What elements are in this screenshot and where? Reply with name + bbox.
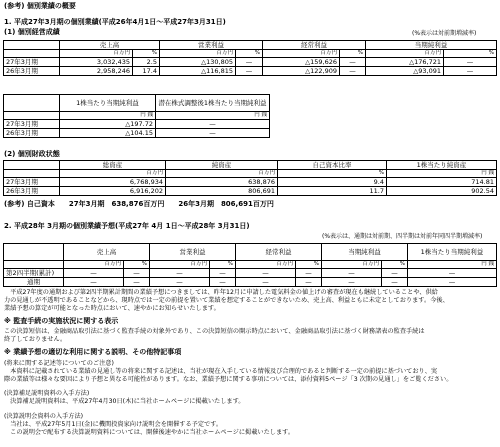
forecast-pct-note: (%表示は、通期は対前期、四半期は対前年同四半期増減率) [322,233,483,240]
financial-position-table [3,160,497,196]
table-row [4,129,270,138]
table-row [4,58,497,67]
unit-label: % [444,50,497,58]
briefing-title: (決算説明会資料の入手方法) [4,413,84,420]
unit-label: % [210,261,236,269]
unit-label: 百万円 [322,261,382,269]
row-label: 27年3月期 [4,120,60,129]
cell-value: — [296,269,322,278]
forecast-usage-text [4,360,452,385]
cell-value: 2.5 [133,58,160,67]
text-line: 力の見通しが不透明であることなどから、現時点では一定の前提を置いて業績を想定することができないため、売上高、利益ともに未定としております。今後、 [4,297,449,305]
row-label: 26年3月期 [4,129,60,138]
text-line: 業績予想の算定が可能となった時点において、速やかにお知らせいたします。 [4,305,220,313]
supplement-title: (決算補足説明資料の入手方法) [4,390,90,397]
cell-value: — [124,278,150,287]
cell-value: — [340,67,366,76]
unit-label: 円 銭 [60,112,156,120]
cell-value: 714.81 [387,178,497,187]
cell-value: 17.4 [133,67,160,76]
forecast-explanation [4,289,449,314]
col-header: 1株当たり当期純利益 [60,95,156,112]
col-header: 営業利益 [150,244,236,261]
text-line: (将来に関する記述等についてのご注意) [4,360,114,367]
text-line: 本資料に記載されている業績の見通し等の将来に関する記述は、当社が現在入手している情報及び合理的であると判断する一定の前提に基づいており、実 [4,368,438,376]
forecast-table [3,243,497,287]
text-line: この決算短信は、金融商品取引法に基づく監査手続の対象外であり、この決算短信の開示時点において、金融商品取引法に基づく財務諸表の監査手続は [4,328,425,335]
text-line: 当社は、平成27年5月1日(金)に機関投資家向け説明会を開催する予定です。 [4,421,223,429]
unit-label: % [296,261,322,269]
cell-value: △176,721 [366,58,444,67]
cell-value: 3,032,435 [60,58,133,67]
row-label: 27年3月期 [4,178,60,187]
cell-value: 806,691 [166,187,278,196]
subsection1-title: (1) 個別経営成績 [4,28,60,36]
cell-value: — [444,67,497,76]
table-row [4,187,497,196]
unit-label: % [124,261,150,269]
cell-value: — [150,278,210,287]
text-line: 際の業績等は様々な要因により予想と異なる可能性があります。なお、業績予想に関する事項については、添付資料5ページ「3 次期の見通し」をご覧ください。 [4,376,453,384]
unit-label: % [278,170,387,178]
cell-value: — [210,269,236,278]
cell-value: — [156,129,270,138]
table-row [4,178,497,187]
unit-label: % [340,50,366,58]
eps-table [3,94,270,138]
cell-value: △159,626 [263,58,340,67]
cell-value: — [408,269,497,278]
cell-value: — [382,269,408,278]
results-table [3,40,497,76]
cell-value: 11.7 [278,187,387,196]
unit-label: 百万円 [150,261,210,269]
cell-value: 9.4 [278,178,387,187]
col-header: 1株当たり純資産 [387,161,497,170]
cell-value: — [64,278,124,287]
cell-value: △104.15 [60,129,156,138]
unit-label: 百万円 [366,50,444,58]
section2-title: 2. 平成28年 3月期の個別業績予想(平成27年 4月 1日～平成28年 3月31日) [4,222,250,230]
briefing-section [4,413,294,438]
cell-value: △116,815 [160,67,236,76]
text-line: 平成27年度の通期および第2四半期累計期間の業績予想につきましては、昨年12月に申請した電気料金の値上げの審査が現在も継続していることや、供給 [4,289,438,296]
table-row [4,278,497,287]
subsection2-title: (2) 個別財政状態 [4,150,60,158]
col-header: 1株当たり当期純利益 [408,244,497,261]
cell-value: — [156,120,270,129]
cell-value: — [64,269,124,278]
unit-label: 円 銭 [408,261,497,269]
supplement-section [4,390,244,406]
cell-value: — [408,278,497,287]
col-header: 売上高 [60,41,160,50]
cell-value: △197.72 [60,120,156,129]
col-header: 売上高 [64,244,150,261]
cell-value: — [322,269,382,278]
unit-label: % [382,261,408,269]
cell-value: 902.54 [387,187,497,196]
unit-label: 円 銭 [156,112,270,120]
col-header: 自己資本比率 [278,161,387,170]
unit-label: % [236,50,263,58]
row-label: 通期 [4,278,64,287]
cell-value: — [236,58,263,67]
table-row [4,67,497,76]
cell-value: — [236,67,263,76]
col-header: 当期純利益 [366,41,497,50]
pct-note: (%表示は対前期増減率) [412,30,477,37]
col-header: 当期純利益 [322,244,408,261]
text-line: 終了しておりません。 [4,336,67,344]
unit-label: 百万円 [166,170,278,178]
audit-text [4,328,425,344]
row-label: 第2四半期(累計) [4,269,64,278]
col-header: 潜在株式調整後1株当たり当期純利益 [156,95,270,112]
unit-label: 百万円 [60,50,133,58]
cell-value: 2,958,246 [60,67,133,76]
col-header: 純資産 [166,161,278,170]
cell-value: — [322,278,382,287]
cell-value: △122,909 [263,67,340,76]
col-header: 営業利益 [160,41,263,50]
cell-value: — [382,278,408,287]
row-label: 26年3月期 [4,187,60,196]
col-header: 総資産 [60,161,166,170]
unit-label: 百万円 [160,50,236,58]
text-line: この説明会で配布する決算説明資料については、開催後速やかに当社ホームページに掲載いたします。 [4,429,295,437]
unit-label: 百万円 [60,170,166,178]
corner-cell [4,41,60,50]
row-label: 27年3月期 [4,58,60,67]
table-row [4,269,497,278]
cell-value: — [296,278,322,287]
unit-label: 円 銭 [387,170,497,178]
cell-value: — [150,269,210,278]
cell-value: — [444,58,497,67]
col-header: 経常利益 [263,41,366,50]
cell-value: 6,768,934 [60,178,166,187]
cell-value: — [236,278,296,287]
page-title: (参考) 個別業績の概要 [4,2,76,10]
unit-label: 百万円 [236,261,296,269]
unit-label: 百万円 [263,50,340,58]
cell-value: △130,805 [160,58,236,67]
cell-value: — [124,269,150,278]
cell-value: 6,916,202 [60,187,166,196]
cell-value: 638,876 [166,178,278,187]
col-header: 経常利益 [236,244,322,261]
cell-value: — [236,269,296,278]
cell-value: — [210,278,236,287]
row-label: 26年3月期 [4,67,60,76]
equity-note: (参考) 自己資本 27年3月期 638,876百万円 26年3月期 806,691百万円 [4,200,274,208]
section1-title: 1. 平成27年3月期の個別業績(平成26年4月1日～平成27年3月31日) [4,18,226,26]
audit-title: ※ 監査手続の実施状況に関する表示 [4,317,119,325]
cell-value: — [340,58,366,67]
cell-value: △93,091 [366,67,444,76]
forecast-usage-title: ※ 業績予想の適切な利用に関する説明、その他特記事項 [4,348,182,356]
table-row [4,120,270,129]
unit-label: % [133,50,160,58]
unit-label: 百万円 [64,261,124,269]
text-line: 決算補足説明資料は、平成27年4月30日(木)に当社ホームページに掲載いたします。 [4,398,245,406]
